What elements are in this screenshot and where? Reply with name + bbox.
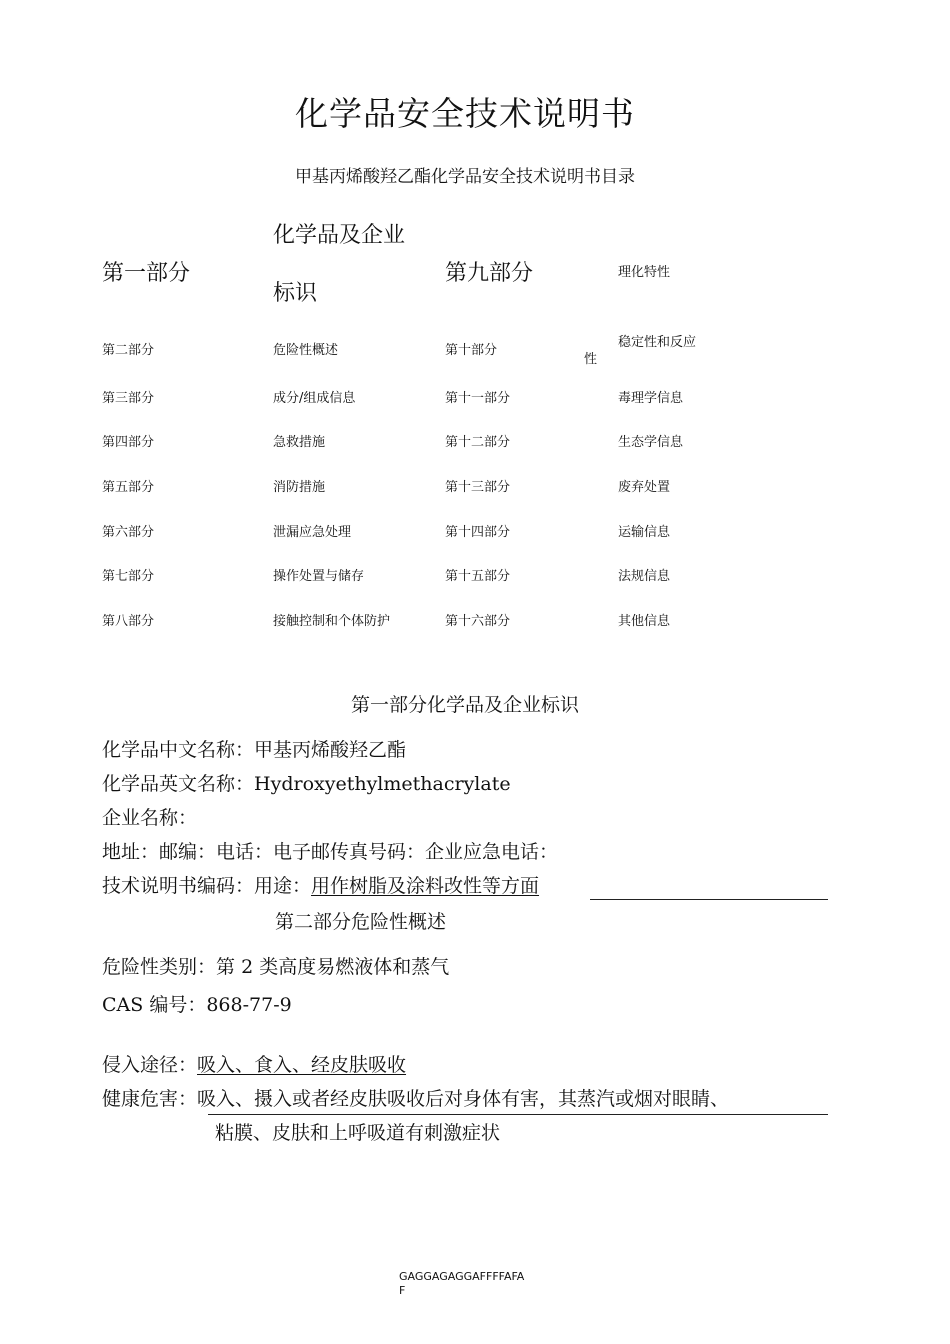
code-use-label: 技术说明书编码：用途： (102, 875, 312, 897)
hazard-class-desc: 类高度易燃液体和蒸气 (259, 956, 450, 978)
toc-part-6: 第六部分 (102, 525, 155, 540)
toc-part-14: 第十四部分 (445, 525, 511, 540)
section2-heading: 第二部分危险性概述 (275, 911, 447, 933)
toc-part-5: 第五部分 (102, 480, 155, 495)
toc-title-2: 危险性概述 (273, 343, 339, 358)
toc-title-1-line2: 标识 (273, 281, 318, 306)
toc-title-14: 运输信息 (618, 525, 671, 540)
toc-part-4: 第四部分 (102, 435, 155, 450)
toc-part-9: 第九部分 (445, 261, 534, 286)
company-line: 企业名称： (102, 807, 198, 829)
cas-line (102, 990, 292, 1017)
use-value: 用作树脂及涂料改性等方面 (311, 875, 540, 897)
toc-title-15: 法规信息 (618, 569, 671, 584)
toc-title-4: 急救措施 (273, 435, 326, 450)
code-use-line (102, 871, 539, 898)
toc-part-8: 第八部分 (102, 614, 155, 629)
toc-part-13: 第十三部分 (445, 480, 511, 495)
toc-title-1-line1: 化学品及企业 (273, 223, 406, 248)
document-title: 化学品安全技术说明书 (295, 94, 635, 133)
toc-title-12: 生态学信息 (618, 435, 684, 450)
toc-title-10-line2: 性 (584, 352, 598, 367)
toc-title-16: 其他信息 (618, 614, 671, 629)
toc-title-10-line1: 稳定性和反应 (618, 335, 697, 350)
toc-part-2: 第二部分 (102, 343, 155, 358)
toc-part-12: 第十二部分 (445, 435, 511, 450)
toc-title-8: 接触控制和个体防护 (273, 614, 391, 629)
address-line: 地址：邮编：电话：电子邮传真号码：企业应急电话： (102, 841, 559, 863)
cas-number-label: 编号： (143, 994, 207, 1016)
toc-title-9: 理化特性 (618, 265, 671, 280)
english-name-value: Hydroxyethylmethacrylate (254, 773, 511, 795)
toc-title-13: 废弃处置 (618, 480, 671, 495)
toc-part-1: 第一部分 (102, 261, 191, 286)
toc-title-6: 泄漏应急处理 (273, 525, 352, 540)
toc-part-15: 第十五部分 (445, 569, 511, 584)
english-name-line (102, 769, 511, 796)
health-label: 健康危害： (102, 1088, 198, 1110)
toc-part-3: 第三部分 (102, 391, 155, 406)
toc-title-5: 消防措施 (273, 480, 326, 495)
section1-heading: 第一部分化学品及企业标识 (350, 694, 579, 716)
toc-part-7: 第七部分 (102, 569, 155, 584)
toc-title-3: 成分/组成信息 (273, 391, 356, 406)
chinese-name-line: 化学品中文名称：甲基丙烯酸羟乙酯 (102, 739, 407, 761)
health-line-1 (102, 1084, 729, 1111)
footer-code (399, 1270, 549, 1298)
toc-part-11: 第十一部分 (445, 391, 511, 406)
english-name-label: 化学品英文名称： (102, 773, 255, 795)
health-underline (208, 1114, 828, 1115)
route-value: 吸入、食入、经皮肤吸收 (197, 1054, 407, 1076)
cas-label: CAS (102, 994, 144, 1016)
footer-code-line2: F (399, 1284, 406, 1297)
health-text-1: 吸入、摄入或者经皮肤吸收后对身体有害，其蒸汽或烟对眼睛、 (197, 1088, 730, 1110)
toc-title-7: 操作处置与储存 (273, 569, 365, 584)
divider-rule (590, 899, 828, 900)
cas-value: 868-77-9 (206, 994, 292, 1016)
footer-code-line1: GAGGAGAGGAFFFFAFA (399, 1270, 525, 1283)
toc-title-11: 毒理学信息 (618, 391, 684, 406)
toc-part-16: 第十六部分 (445, 614, 511, 629)
route-line (102, 1050, 406, 1077)
hazard-class-label: 危险性类别：第 (102, 956, 236, 978)
health-line-2: 粘膜、皮肤和上呼吸道有刺激症状 (215, 1122, 501, 1144)
toc-part-10: 第十部分 (445, 343, 498, 358)
toc-subtitle: 甲基丙烯酸羟乙酯化学品安全技术说明书目录 (295, 167, 635, 187)
hazard-class-number: 2 (241, 956, 254, 978)
hazard-class-line (102, 952, 449, 979)
route-label: 侵入途径： (102, 1054, 198, 1076)
